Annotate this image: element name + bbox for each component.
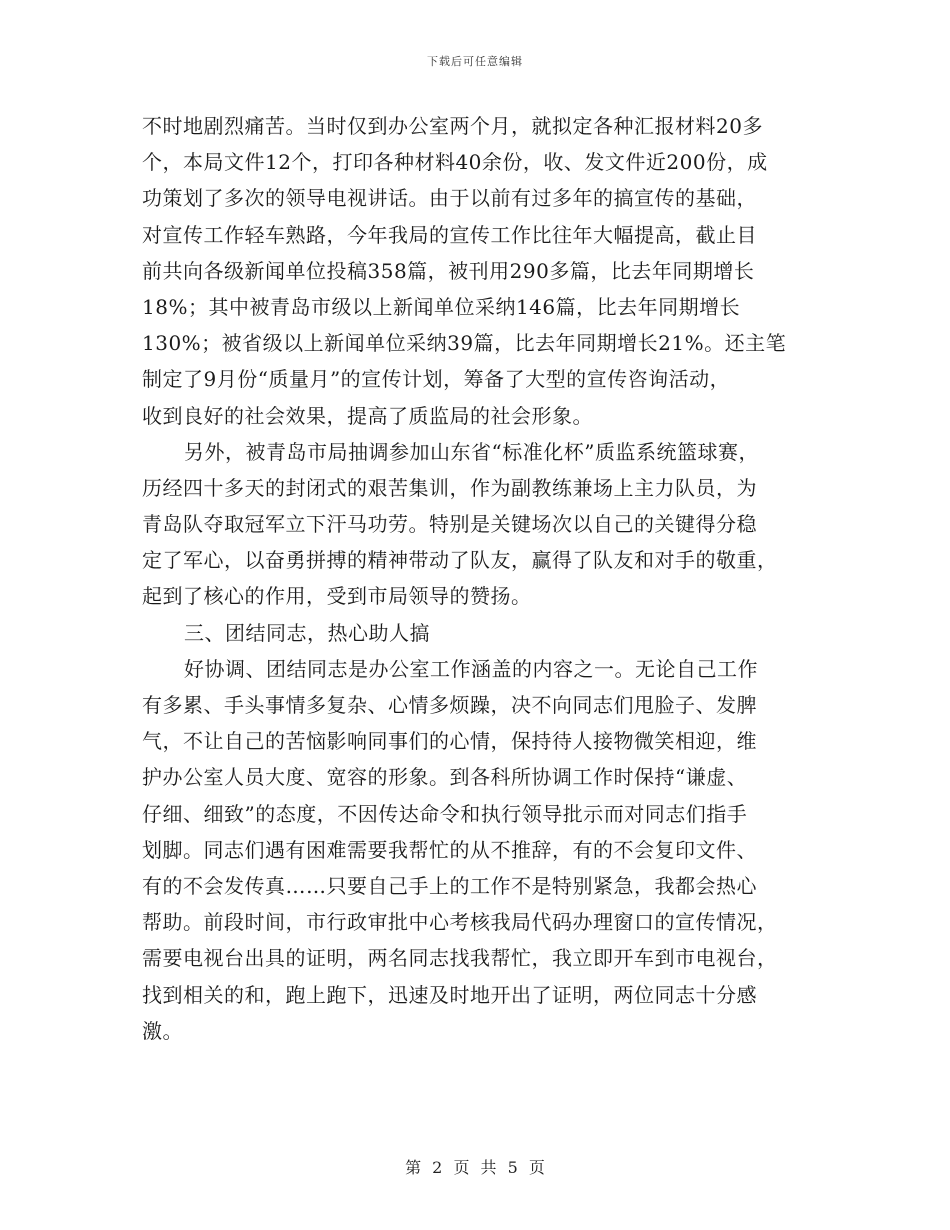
text-line: 青岛队夺取冠军立下汗马功劳。特别是关键场次以自己的关键得分稳 [142, 512, 757, 537]
text-line: 帮助。前段时间，市行政审批中心考核我局代码办理窗口的宣传情况， [142, 910, 778, 935]
text-line: 收到良好的社会效果，提高了质监局的社会形象。 [142, 403, 593, 428]
page-header: 下载后可任意编辑 [427, 55, 523, 68]
text-line: 功策划了多次的领导电视讲话。由于以前有过多年的搞宣传的基础， [142, 186, 757, 211]
text-line: 激。 [142, 1018, 183, 1043]
text-line: 对宣传工作轻车熟路，今年我局的宣传工作比往年大幅提高，截止目 [142, 222, 757, 247]
text-line: 制定了9月份“质量月”的宣传计划，筹备了大型的宣传咨询活动， [142, 367, 731, 392]
text-line: 个，本局文件12个，打印各种材料40余份，收、发文件近200份，成 [142, 150, 768, 175]
text-line: 仔细、细致”的态度，不因传达命令和执行领导批示而对同志们指手 [142, 801, 748, 826]
page-number-footer: 第 2 页 共 5 页 [405, 1158, 545, 1177]
section-heading: 三、团结同志，热心助人搞 [184, 620, 430, 645]
text-line: 有多累、手头事情多复杂、心情多烦躁，决不向同志们甩脸子、发脾 [142, 693, 757, 717]
text-line: 18%；其中被青岛市级以上新闻单位采纳146篇，比去年同期增长 [142, 294, 741, 319]
text-line: 不时地剧烈痛苦。当时仅到办公室两个月，就拟定各种汇报材料20多 [142, 114, 763, 138]
text-line: 定了军心，以奋勇拼搏的精神带动了队友，赢得了队友和对手的敬重， [142, 548, 778, 573]
text-line: 需要电视台出具的证明，两名同志找我帮忙，我立即开车到市电视台， [142, 946, 778, 971]
text-line: 历经四十多天的封闭式的艰苦集训，作为副教练兼场上主力队员，为 [142, 475, 757, 500]
text-line: 气，不让自己的苦恼影响同事们的心情，保持待人接物微笑相迎，维 [142, 729, 757, 754]
paragraph-start-line: 好协调、团结同志是办公室工作涵盖的内容之一。无论自己工作 [184, 656, 758, 681]
text-line: 有的不会发传真……只要自己手上的工作不是特别紧急，我都会热心 [142, 873, 757, 898]
text-line: 划脚。同志们遇有困难需要我帮忙的从不推辞，有的不会复印文件、 [142, 837, 757, 862]
text-line: 找到相关的和，跑上跑下，迅速及时地开出了证明，两位同志十分感 [142, 982, 757, 1007]
text-line: 护办公室人员大度、宽容的形象。到各科所协调工作时保持“谦虚、 [142, 765, 748, 790]
paragraph-start-line: 另外，被青岛市局抽调参加山东省“标准化杯”质监系统篮球赛， [184, 439, 759, 464]
document-body [142, 108, 812, 1049]
text-line: 130%；被省级以上新闻单位采纳39篇，比去年同期增长21%。还主笔 [142, 331, 787, 356]
text-line: 前共向各级新闻单位投稿358篇，被刊用290多篇，比去年同期增长 [142, 258, 755, 283]
text-line: 起到了核心的作用，受到市局领导的赞扬。 [142, 584, 532, 609]
